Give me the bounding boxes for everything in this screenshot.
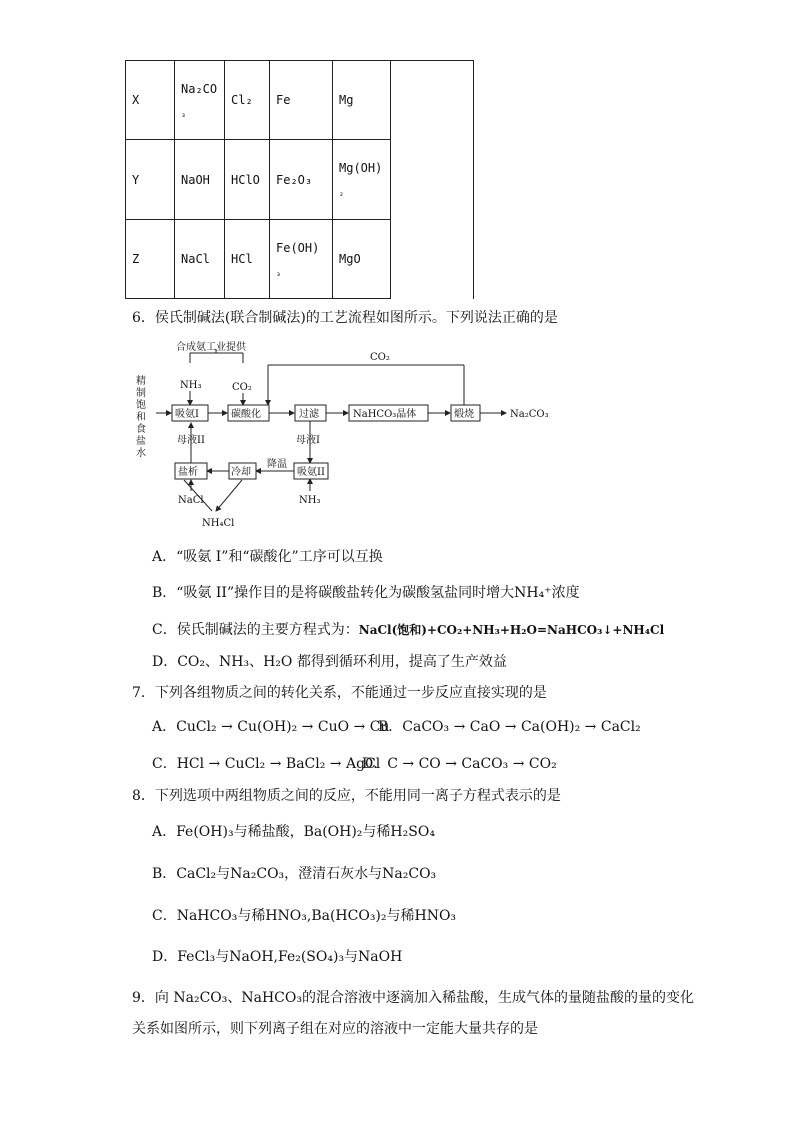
empty-cell — [391, 61, 474, 299]
q7-stem: 7．下列各组物质之间的转化关系，不能通过一步反应直接实现的是 — [132, 685, 547, 701]
table-row — [126, 61, 474, 140]
q6-option-c: C．侯氏制碱法的主要方程式为：NaCl(饱和)+CO₂+NH₃+H₂O=NaHCO₃↓+NH₄Cl — [152, 622, 665, 638]
table-cell: Fe — [270, 61, 333, 140]
table-cell: HClO — [225, 140, 270, 220]
q6-option-d: D．CO₂、NH₃、H₂O 都得到循环利用，提高了生产效益 — [152, 654, 507, 670]
substance-table — [125, 60, 474, 299]
q7-option-a: A．CuCl₂ → Cu(OH)₂ → CuO → Cu — [152, 719, 390, 735]
row-label: X — [126, 61, 175, 140]
table-cell: HCl — [225, 220, 270, 299]
table-cell: NaCl — [175, 220, 225, 299]
q8-option-d: D．FeCl₃与NaOH,Fe₂(SO₄)₃与NaOH — [152, 949, 403, 965]
q7-option-d: D．C → CO → CaCO₃ → CO₂ — [362, 756, 557, 772]
q8-option-a: A．Fe(OH)₃与稀盐酸，Ba(OH)₂与稀H₂SO₄ — [152, 824, 435, 840]
row-label: Y — [126, 140, 175, 220]
co2-label: CO₂ — [232, 382, 252, 393]
q9-line2: 关系如图所示，则下列离子组在对应的溶液中一定能大量共存的是 — [132, 1021, 538, 1037]
table-cell: Fe(OH) ₃ — [270, 220, 333, 299]
absorb2-text: 吸氨II — [297, 467, 325, 478]
nh4cl-label: NH₄Cl — [202, 518, 235, 529]
salt-text: 盐析 — [178, 467, 198, 478]
svg-text:和: 和 — [136, 412, 146, 423]
table-cell: Cl₂ — [225, 61, 270, 140]
svg-text:水: 水 — [136, 448, 146, 459]
q6-option-b: B．“吸氨 II”操作目的是将碳酸盐转化为碳酸氢盐同时增大NH₄⁺浓度 — [152, 585, 580, 601]
product-text: Na₂CO₃ — [510, 409, 549, 420]
nacl-label: NaCl — [178, 495, 204, 506]
cooling-label: 降温 — [267, 459, 287, 470]
process-flow-diagram — [128, 333, 558, 533]
q7-option-b: B．CaCO₃ → CaO → Ca(OH)₂ → CaCl₂ — [378, 719, 641, 735]
nh3-bottom-label: NH₃ — [299, 495, 321, 506]
table-cell: Mg(OH) ₂ — [333, 140, 391, 220]
absorb1-text: 吸氨I — [175, 409, 199, 420]
q6-stem: 6．侯氏制碱法(联合制碱法)的工艺流程如图所示。下列说法正确的是 — [132, 310, 558, 326]
table-cell: MgO — [333, 220, 391, 299]
q9-line1: 9．向 Na₂CO₃、NaHCO₃的混合溶液中逐滴加入稀盐酸，生成气体的量随盐酸的量的变化 — [132, 990, 694, 1006]
svg-text:饱: 饱 — [136, 400, 146, 411]
mother1-text: 母液I — [296, 435, 320, 446]
co2-top-label: CO₂ — [370, 352, 390, 363]
feed-label — [136, 374, 146, 459]
q8-option-b: B．CaCl₂与Na₂CO₃，澄清石灰水与Na₂CO₃ — [152, 866, 437, 882]
table-cell: Fe₂O₃ — [270, 140, 333, 220]
q6-option-a: A．“吸氨 I”和“碳酸化”工序可以互换 — [152, 549, 383, 565]
svg-text:制: 制 — [136, 388, 146, 399]
table-cell: Mg — [333, 61, 391, 140]
cool-text: 冷却 — [231, 467, 251, 478]
row-label: Z — [126, 220, 175, 299]
mother2-text: 母液II — [177, 435, 205, 446]
svg-text:精: 精 — [136, 376, 146, 387]
q7-option-c: C．HCl → CuCl₂ → BaCl₂ → AgCl — [152, 756, 381, 772]
crystal-text: NaHCO₃晶体 — [353, 409, 417, 420]
filter-text: 过滤 — [299, 409, 319, 420]
q6-option-c-equation: NaCl(饱和)+CO₂+NH₃+H₂O=NaHCO₃↓+NH₄Cl — [358, 623, 665, 637]
calcine-text: 煅烧 — [454, 409, 474, 420]
table-cell: Na₂CO ₃ — [175, 61, 225, 140]
table-cell: NaOH — [175, 140, 225, 220]
nh3-label: NH₃ — [180, 380, 202, 391]
svg-text:盐: 盐 — [136, 436, 146, 447]
q8-stem: 8．下列选项中两组物质之间的反应，不能用同一离子方程式表示的是 — [132, 788, 561, 804]
carbon-text: 碳酸化 — [231, 409, 261, 420]
q8-option-c: C．NaHCO₃与稀HNO₃,Ba(HCO₃)₂与稀HNO₃ — [152, 908, 457, 924]
svg-text:食: 食 — [136, 424, 146, 435]
supply-label: 合成氨工业提供 — [176, 342, 246, 353]
